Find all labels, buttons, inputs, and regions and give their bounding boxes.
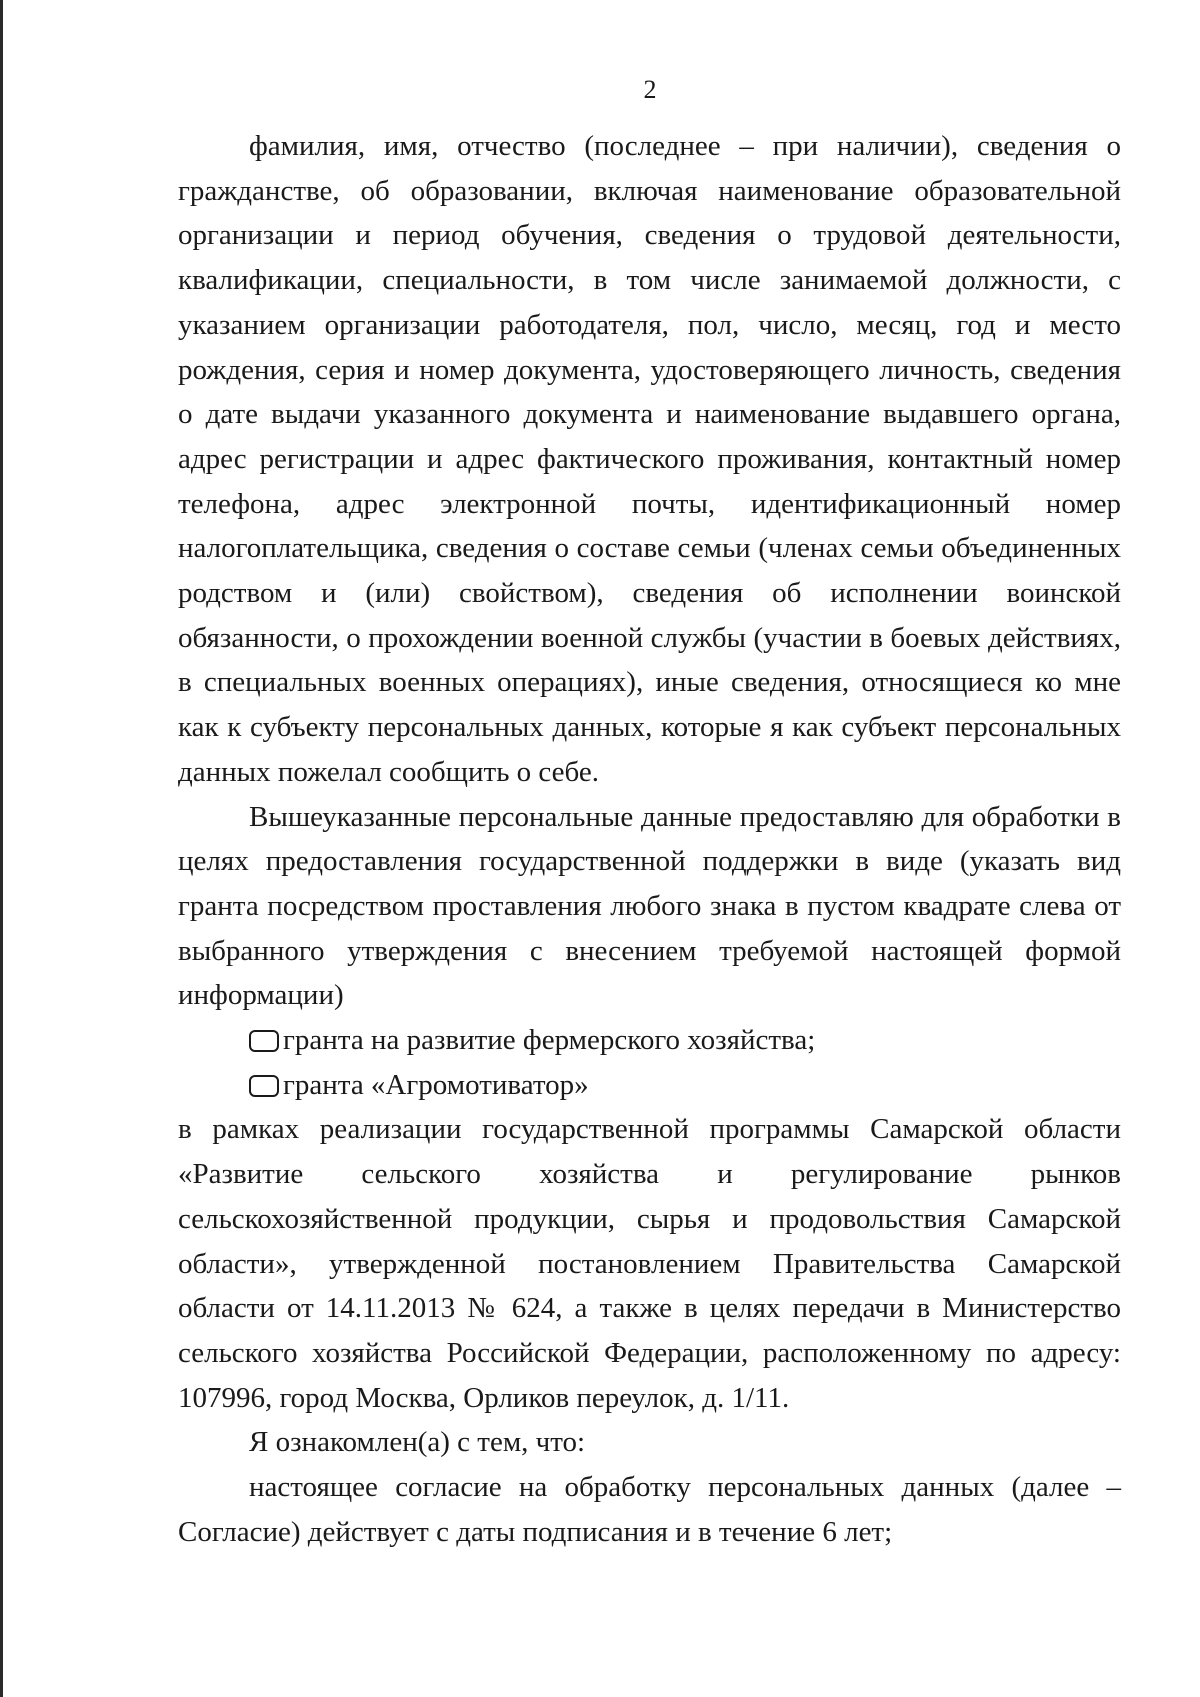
grant-option-farm[interactable] bbox=[178, 1018, 1121, 1063]
agromotivator-grant-label: гранта «Агромотиватор» bbox=[283, 1068, 589, 1101]
program-paragraph: в рамках реализации государственной программы Самарской области «Развитие сельского хозяйства и регулирование рынков сельскохозяйственной продукции, сырья и продовольствия Самарской области», утвержденной постановлением Правительства Самарской области от 14.11.2013 № 624, а также в целях передачи в Министерство сельского хозяйства Российской Федерации, расположенному по адресу: 107996, город Москва, Орликов переулок, д. 1/11. bbox=[178, 1113, 1121, 1414]
page-left-border bbox=[0, 0, 3, 1697]
agromotivator-grant-checkbox[interactable] bbox=[249, 1075, 279, 1097]
acknowledgement-paragraph: Я ознакомлен(а) с тем, что: bbox=[249, 1426, 586, 1459]
page-number: 2 bbox=[643, 75, 657, 104]
grant-option-agromotivator[interactable] bbox=[178, 1063, 1121, 1108]
personal-data-list-paragraph: фамилия, имя, отчество (последнее – при наличии), сведения о гражданстве, об образовании, включая наименование образовательной организации и период обучения, сведения о трудовой деятельности, квалификации, специальности, в том числе занимаемой должности, с указанием организации работодателя, пол, число, месяц, год и место рождения, серия и номер документа, удостоверяющего личность, сведения о дате выдачи указанного документа и наименование выдавшего органа, адрес регистрации и адрес фактического проживания, контактный номер телефона, адрес электронной почты, идентификационный номер налогоплательщика, сведения о составе семьи (членах семьи объединенных родством и (или) свойством), сведения об исполнении воинской обязанности, о прохождении военной службы (участии в боевых действиях, в специальных военных операциях), иные сведения, относящиеся ко мне как к субъекту персональных данных, которые я как субъект персональных данных пожелал сообщить о себе. bbox=[178, 130, 1121, 788]
farm-grant-checkbox[interactable] bbox=[249, 1030, 279, 1052]
document-body bbox=[178, 124, 1121, 1554]
consent-term-paragraph: настоящее согласие на обработку персональных данных (далее – Согласие) действует с даты подписания и в течение 6 лет; bbox=[178, 1471, 1121, 1548]
purpose-paragraph: Вышеуказанные персональные данные предоставляю для обработки в целях предоставления государственной поддержки в виде (указать вид гранта посредством проставления любого знака в пустом квадрате слева от выбранного утверждения с внесением требуемой настоящей формой информации) bbox=[178, 800, 1121, 1012]
farm-grant-label: гранта на развитие фермерского хозяйства; bbox=[283, 1024, 816, 1057]
